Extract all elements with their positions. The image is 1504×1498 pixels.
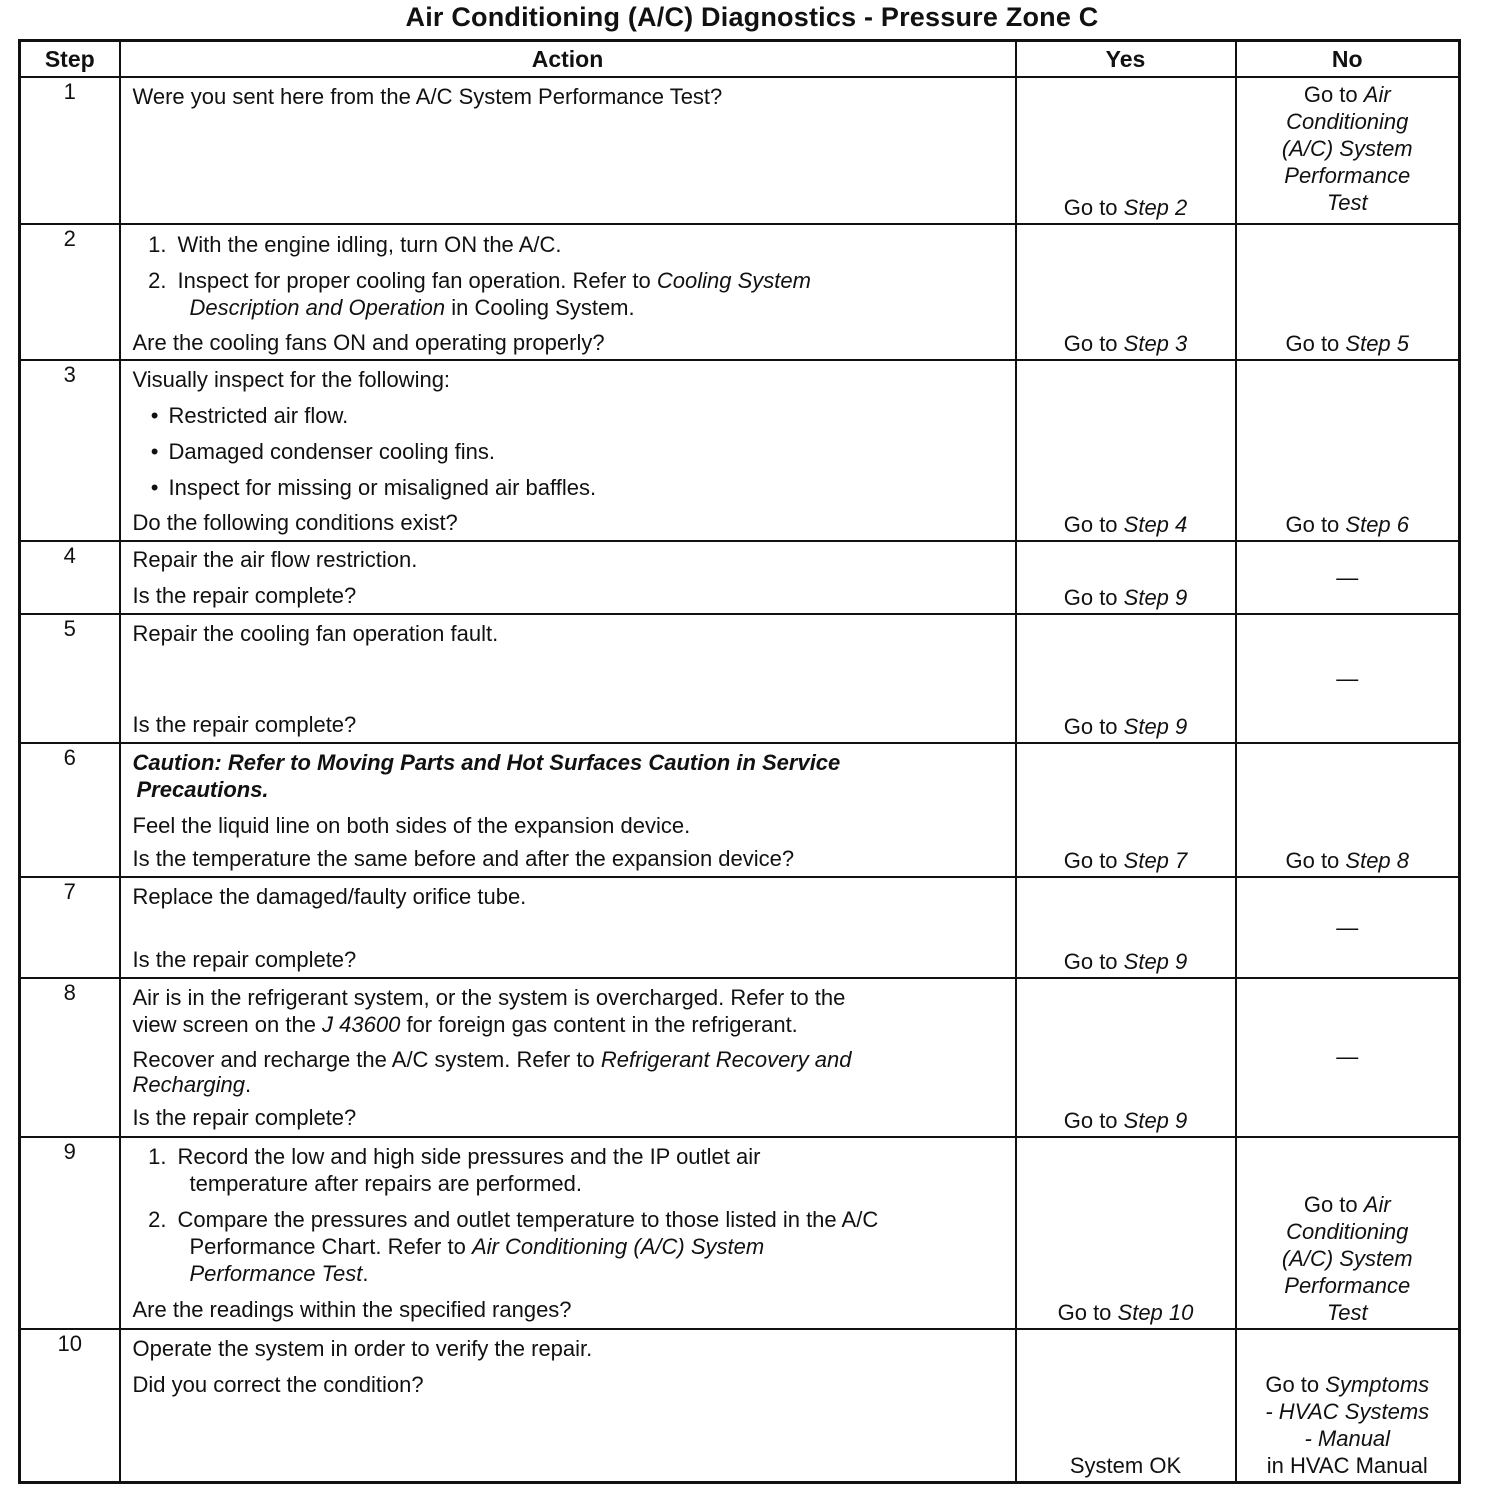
table-row [20, 743, 1460, 877]
yes-cell [1016, 541, 1236, 614]
action-text: Repair the cooling fan operation fault. [132, 621, 499, 646]
action-question: Were you sent here from the A/C System Performance Test? [132, 84, 723, 109]
table-row [20, 877, 1460, 978]
action-question: Is the repair complete? [132, 583, 357, 608]
yes-target: System OK [1069, 1452, 1182, 1478]
yes-cell [1016, 224, 1236, 360]
yes-cell [1016, 77, 1236, 224]
yes-cell [1016, 978, 1236, 1137]
table-row [20, 224, 1460, 360]
action-cell [120, 743, 1016, 877]
action-text-1: Air is in the refrigerant system, or the system is overcharged. Refer to the [132, 985, 846, 1010]
step-number: 4 [20, 541, 120, 614]
no-dash: — [1336, 1044, 1359, 1069]
action-question: Is the repair complete? [132, 947, 357, 972]
no-cell [1236, 614, 1460, 743]
yes-target: Go to Step 2 [1063, 195, 1188, 220]
yes-target: Go to Step 7 [1063, 848, 1188, 873]
table-row [20, 978, 1460, 1137]
no-cell [1236, 1329, 1460, 1482]
header-step: Step [20, 41, 120, 78]
no-dash: — [1336, 565, 1359, 590]
action-text: Replace the damaged/faulty orifice tube. [132, 884, 527, 909]
table-row [20, 77, 1460, 224]
yes-cell [1016, 360, 1236, 541]
action-text: Feel the liquid line on both sides of the expansion device. [132, 813, 691, 838]
yes-target: Go to Step 9 [1063, 1108, 1188, 1133]
table-row [20, 614, 1460, 743]
no-target: Go to Step 6 [1285, 512, 1410, 537]
action-text-2-cont: Recharging. [132, 1072, 252, 1097]
step-number: 5 [20, 614, 120, 743]
action-question: Do the following conditions exist? [132, 510, 458, 535]
yes-target: Go to Step 9 [1063, 585, 1188, 610]
action-item-1: 1. With the engine idling, turn ON the A/C. [148, 232, 562, 257]
action-question: Are the cooling fans ON and operating properly? [132, 330, 605, 355]
bullet-item: • Damaged condenser cooling fins. [150, 439, 496, 464]
step-number: 3 [20, 360, 120, 541]
caution-text-cont: Precautions. [136, 777, 269, 802]
no-target: Go to Air Conditioning (A/C) System Performance Test [1281, 1192, 1413, 1325]
no-cell [1236, 224, 1460, 360]
action-item-2-cont: Description and Operation in Cooling System. [189, 295, 635, 320]
step-number: 1 [20, 77, 120, 224]
action-text-2: Recover and recharge the A/C system. Refer to Refrigerant Recovery and [132, 1047, 852, 1072]
action-text: Repair the air flow restriction. [132, 547, 418, 572]
table-row [20, 1137, 1460, 1329]
yes-target: Go to Step 9 [1063, 714, 1188, 739]
action-item-2: 2. Compare the pressures and outlet temperature to those listed in the A/C [148, 1207, 879, 1232]
step-number: 10 [20, 1329, 120, 1482]
action-text: Operate the system in order to verify the repair. [132, 1336, 593, 1361]
table-row [20, 1329, 1460, 1482]
step-number: 6 [20, 743, 120, 877]
action-question: Is the repair complete? [132, 712, 357, 737]
action-cell [120, 77, 1016, 224]
no-cell [1236, 978, 1460, 1137]
table-row [20, 541, 1460, 614]
step-number: 7 [20, 877, 120, 978]
page-title: Air Conditioning (A/C) Diagnostics - Pressure Zone C [405, 2, 1099, 32]
no-cell [1236, 77, 1460, 224]
no-target: Go to Step 5 [1285, 331, 1410, 356]
no-target: Go to Symptoms - HVAC Systems - Manual in HVAC Manual [1265, 1371, 1430, 1478]
action-cell [120, 1329, 1016, 1482]
action-cell [120, 978, 1016, 1137]
bullet-item: • Inspect for missing or misaligned air baffles. [150, 475, 597, 500]
action-cell [120, 360, 1016, 541]
bullet-item: • Restricted air flow. [150, 403, 349, 428]
action-question: Are the readings within the specified ranges? [132, 1297, 572, 1322]
yes-target: Go to Step 3 [1063, 331, 1188, 356]
action-cell [120, 614, 1016, 743]
step-number: 9 [20, 1137, 120, 1329]
action-item-1-cont: temperature after repairs are performed. [189, 1171, 583, 1196]
yes-cell [1016, 1329, 1236, 1482]
no-cell [1236, 1137, 1460, 1329]
no-cell [1236, 541, 1460, 614]
yes-target: Go to Step 4 [1063, 512, 1188, 537]
action-question: Is the repair complete? [132, 1105, 357, 1130]
action-question: Did you correct the condition? [132, 1372, 424, 1397]
action-cell [120, 1137, 1016, 1329]
yes-target: Go to Step 9 [1063, 949, 1188, 974]
action-item-2-cont2: Performance Test. [189, 1261, 369, 1286]
header-no: No [1236, 41, 1460, 78]
action-cell [120, 541, 1016, 614]
yes-cell [1016, 1137, 1236, 1329]
no-cell [1236, 743, 1460, 877]
no-dash: — [1336, 915, 1359, 940]
no-cell [1236, 877, 1460, 978]
action-item-2-cont: Performance Chart. Refer to Air Conditioning (A/C) System [189, 1234, 765, 1259]
yes-cell [1016, 743, 1236, 877]
header-row [20, 41, 1460, 78]
diagnostic-table [18, 39, 1461, 1484]
action-intro: Visually inspect for the following: [132, 367, 451, 392]
no-cell [1236, 360, 1460, 541]
step-number: 8 [20, 978, 120, 1137]
no-target: Go to Step 8 [1285, 848, 1410, 873]
no-target: Go to Air Conditioning (A/C) System Performance Test [1281, 82, 1413, 215]
yes-target: Go to Step 10 [1057, 1300, 1194, 1325]
action-question: Is the temperature the same before and after the expansion device? [132, 846, 795, 871]
action-cell [120, 224, 1016, 360]
caution-text: Caution: Refer to Moving Parts and Hot Surfaces Caution in Service [132, 750, 841, 775]
action-text-1-cont: view screen on the J 43600 for foreign gas content in the refrigerant. [132, 1012, 798, 1037]
yes-cell [1016, 614, 1236, 743]
header-yes: Yes [1016, 41, 1236, 78]
step-number: 2 [20, 224, 120, 360]
table-row [20, 360, 1460, 541]
yes-cell [1016, 877, 1236, 978]
action-cell [120, 877, 1016, 978]
no-dash: — [1336, 666, 1359, 691]
header-action: Action [120, 41, 1016, 78]
action-item-2: 2. Inspect for proper cooling fan operation. Refer to Cooling System [148, 268, 811, 293]
action-item-1: 1. Record the low and high side pressures and the IP outlet air [148, 1144, 761, 1169]
